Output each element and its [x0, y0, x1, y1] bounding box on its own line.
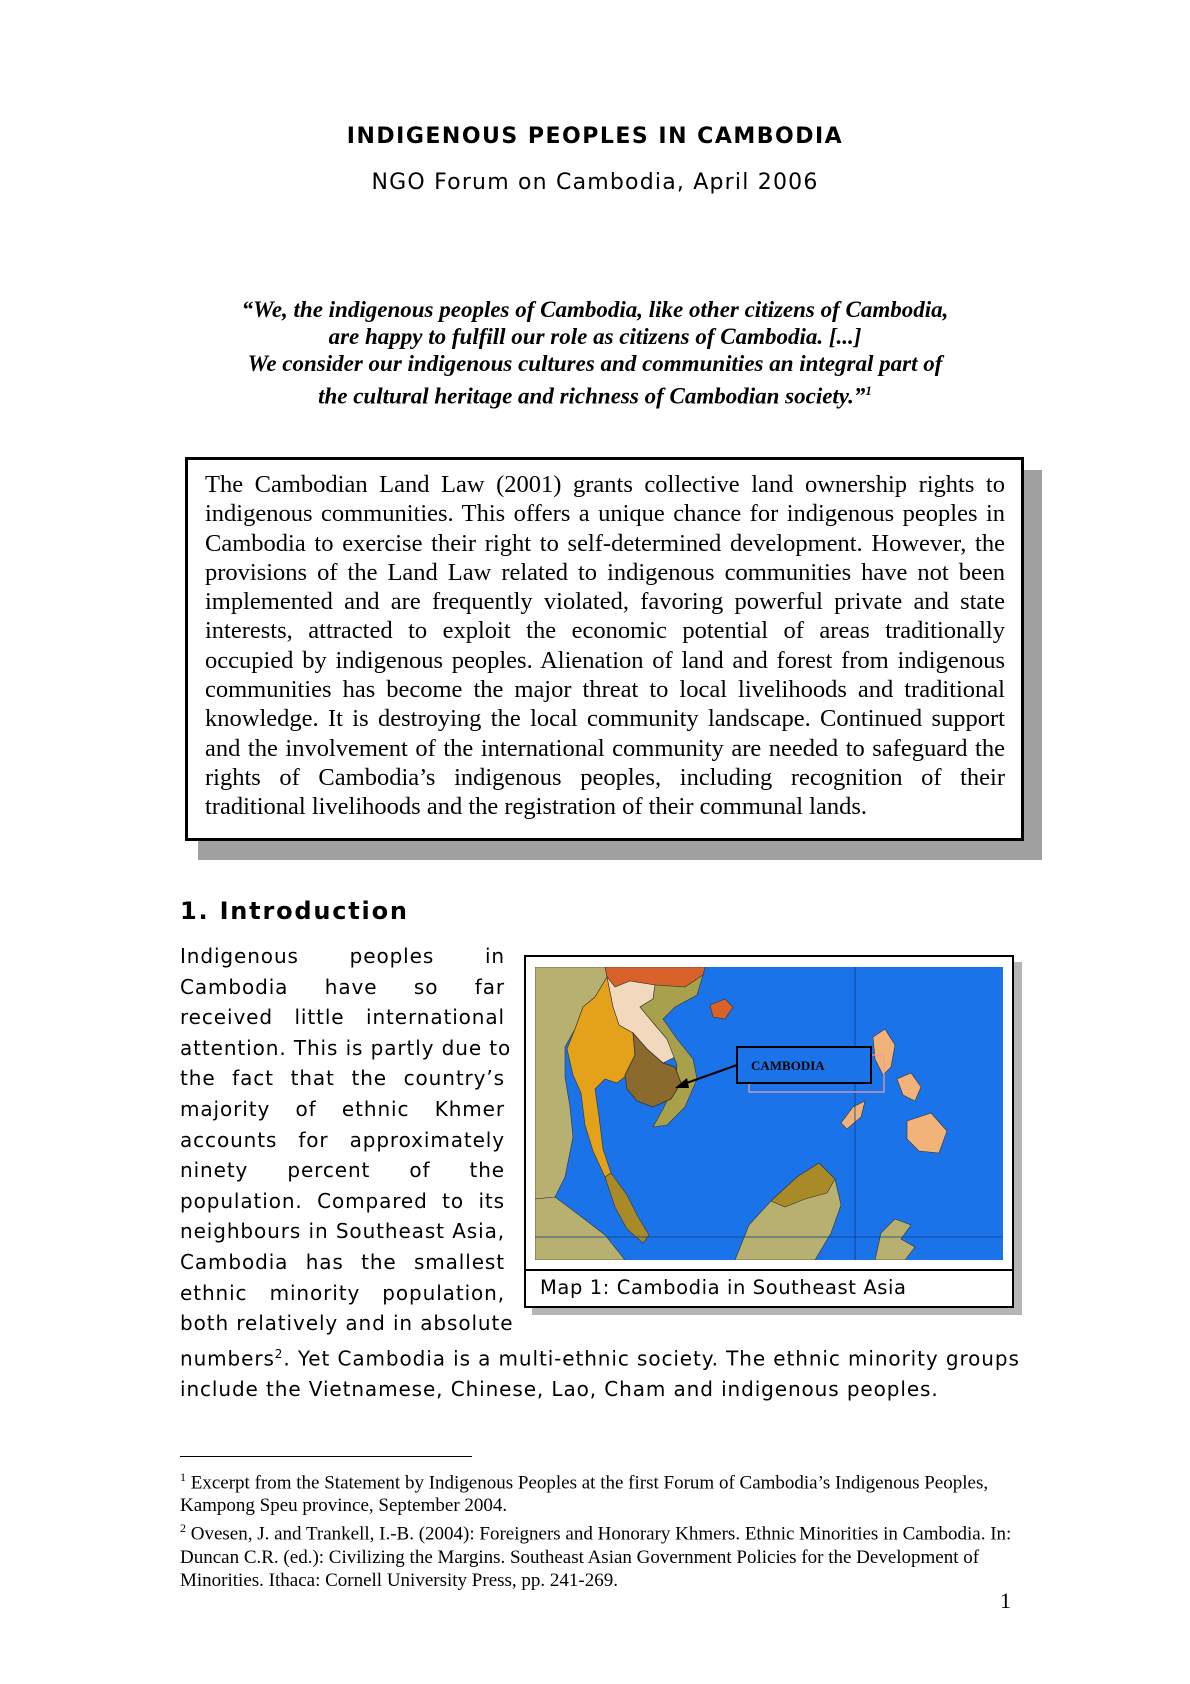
- text-line: accounts for approximately: [180, 1127, 505, 1152]
- text-line: neighbours in Southeast Asia,: [180, 1219, 505, 1244]
- cambodia-label: CAMBODIA: [751, 1058, 825, 1073]
- text-line: the fact that the country’s: [180, 1066, 505, 1091]
- epigraph-quote: [200, 296, 990, 410]
- text-line: received little international: [180, 1005, 505, 1030]
- intro-paragraph-continuation: numbers$^2$. Yet Cambodia is a multi-ethnic society. The ethnic minority groups include the Vietnamese, Chinese, Lao, Cham and indigenous peoples.: [180, 1346, 1020, 1402]
- text-line: Cambodia have so far: [180, 974, 505, 999]
- section-heading: 1. Introduction: [180, 897, 409, 925]
- text-line: majority of ethnic Khmer: [180, 1096, 505, 1121]
- page-number: 1: [1000, 1588, 1011, 1613]
- southeast-asia-map: [535, 967, 1003, 1260]
- quote-line: the cultural heritage and richness of Cambodian society.”$^1$: [318, 383, 872, 409]
- map-caption: Map 1: Cambodia in Southeast Asia: [526, 1269, 1012, 1306]
- intro-paragraph-left: [180, 941, 514, 1339]
- summary-box: [185, 457, 1024, 841]
- quote-line: are happy to fulfill our role as citizens of Cambodia. [...]: [328, 324, 862, 349]
- text-line: population. Compared to its: [180, 1188, 505, 1213]
- footnote-ref[interactable]: 2: [274, 1347, 284, 1361]
- text-line: attention. This is partly due to: [180, 1035, 512, 1060]
- document-subtitle: NGO Forum on Cambodia, April 2006: [371, 170, 819, 195]
- footnote: $^1$ Excerpt from the Statement by Indigenous Peoples at the first Forum of Cambodia’s Indigenous Peoples, Kampong Speu province, September 2004.: [180, 1470, 989, 1517]
- text-line: both relatively and in absolute: [180, 1311, 514, 1336]
- footnote: $^2$ Ovesen, J. and Trankell, I.-B. (2004): Foreigners and Honorary Khmers. Ethnic Minorities in Cambodia. In: Duncan C.R. (ed.): Civilizing the Margins. Southeast Asian Government Policies for the Development of Minorities. Ithaca: Cornell University Press, pp. 241-269.: [180, 1521, 1012, 1591]
- summary-text: The Cambodian Land Law (2001) grants collective land ownership rights to indigenous communities. This offers a unique chance for indigenous peoples in Cambodia to exercise their right to self-determined development. However, the provisions of the Land Law related to indigenous communities have not been implemented and are frequently violated, favoring powerful private and state interests, attracted to exploit the economic potential of areas traditionally occupied by indigenous peoples. Alienation of land and forest from indigenous communities has become the major threat to local livelihoods and traditional knowledge. It is destroying the local community landscape. Continued support and the involvement of the international community are needed to safeguard the rights of Cambodia’s indigenous peoples, including recognition of their traditional livelihoods and the registration of their communal lands.: [205, 471, 1005, 821]
- text-line: ethnic minority population,: [180, 1280, 505, 1305]
- footnote-ref[interactable]: 1: [865, 383, 872, 398]
- quote-line: We consider our indigenous cultures and communities an integral part of: [247, 351, 943, 376]
- footnotes: [180, 1466, 1020, 1592]
- quote-line: “We, the indigenous peoples of Cambodia, like other citizens of Cambodia,: [241, 297, 949, 322]
- document-title: INDIGENOUS PEOPLES IN CAMBODIA: [346, 124, 844, 149]
- text-line: Indigenous peoples in: [180, 944, 505, 968]
- footnote-separator: [180, 1456, 472, 1457]
- map-figure: [524, 955, 1014, 1308]
- text-line: ninety percent of the: [180, 1158, 505, 1183]
- text-line: Cambodia has the smallest: [180, 1249, 505, 1274]
